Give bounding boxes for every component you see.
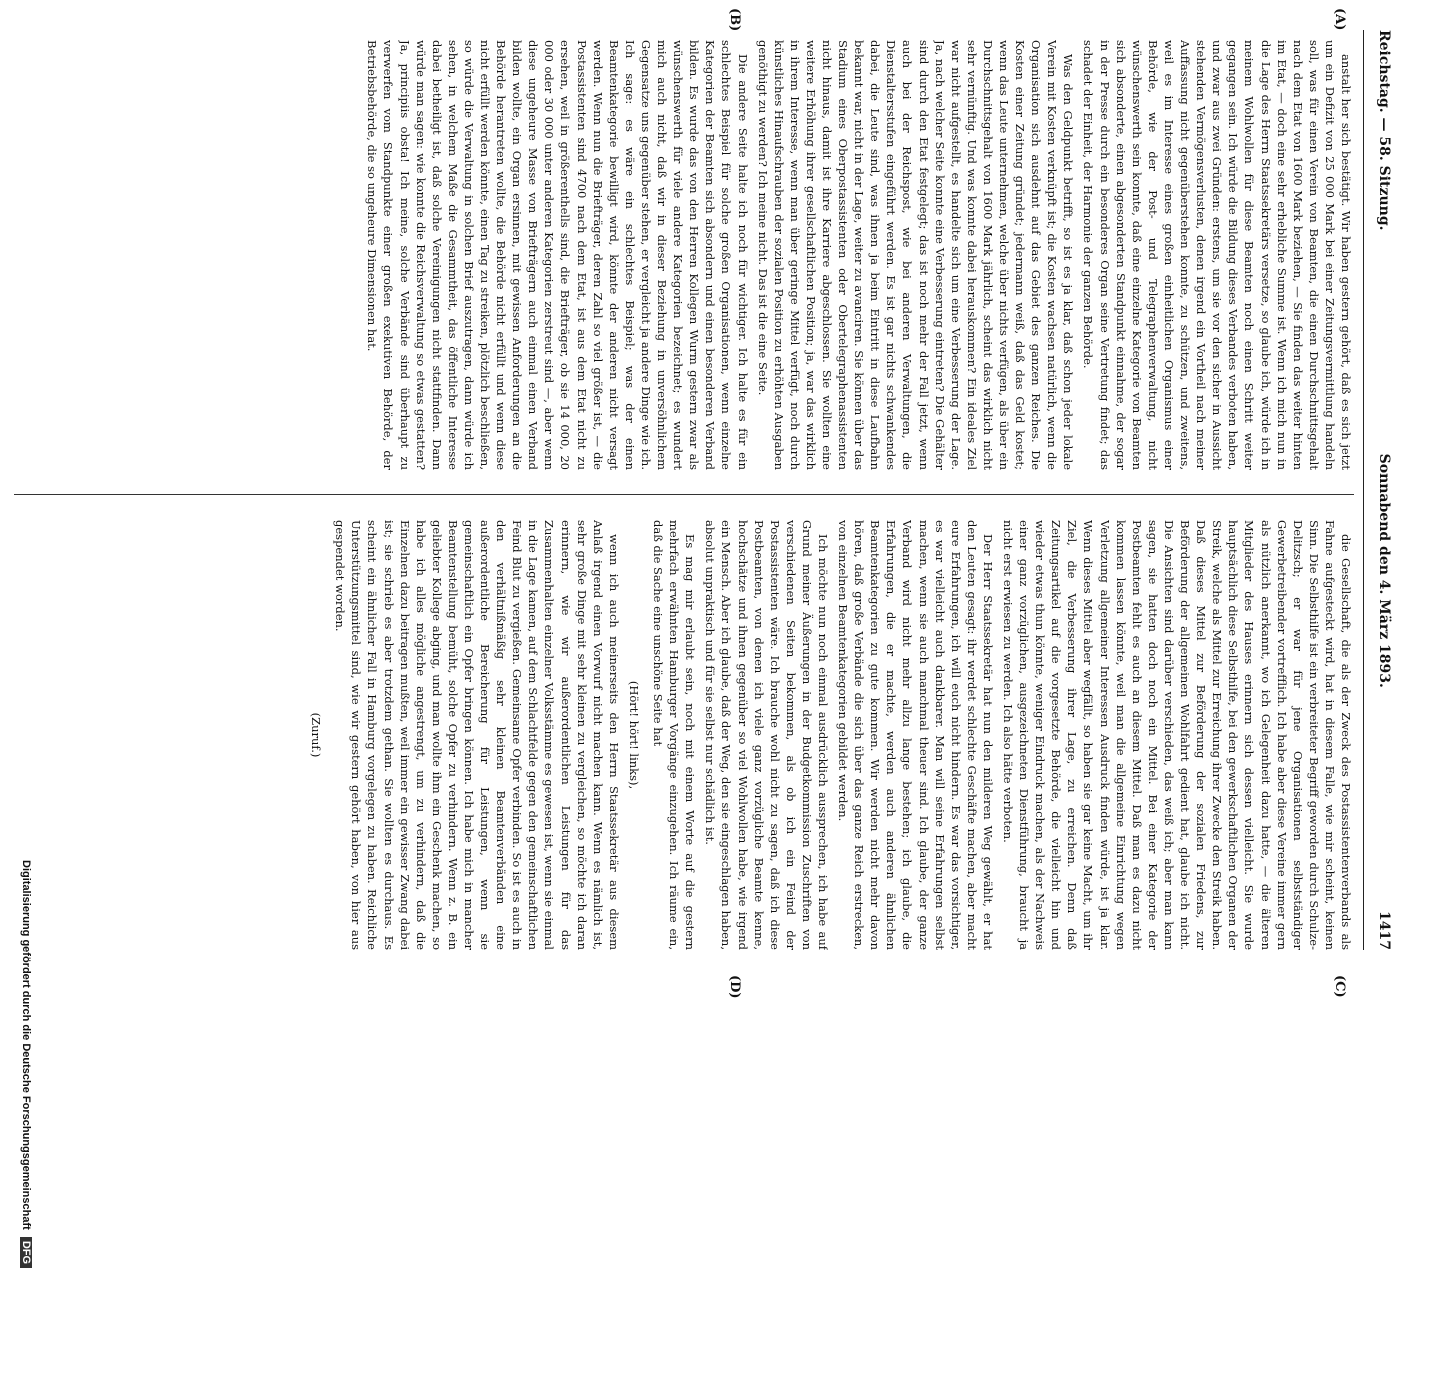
- header-page-number: 1417: [1376, 911, 1392, 950]
- margin-marker-b: (B): [727, 8, 742, 32]
- paragraph: wenn ich auch meinerseits den Herrn Staatssekretär aus diesem Anlaß irgend einen Vorwurf nicht machen kann. Wenn es nämlich ist, sehr große Dinge mit sehr kleinen zu vergleichen, so möchte ich daran erinnern, wie wir außerordentlichen Leistungen für das Zusammenhalten einzelner Volksstämme es gewesen ist, wenn sie einmal in die Lage kamen, auf dem Schlachtfelde gegen den gemeinschaftlichen Feind Blut zu vergießen. Gemeinsame Opfer verbinden. So ist es auch in den verhältnißmäßig sehr kleinen Beamtenverbänden eine außerordentliche Bereicherung für Leistungen, wenn sie gemeinschaftlich ein Opfer bringen können. Ich habe mich in mancher Beamtenstellung bemüht, solche Opfer zu verhindern. Wenn z. B. ein geliebter Kollege abging, und man wollte ihm ein Geschenk machen, so habe ich alles mögliche angestrengt, um zu verhindern, daß die Einzelnen dazu beitragen mußten, weil immer ein gewisser Zwang dabei ist; sie schrieb es aber trotzdem gethan. Sie wollten es durchaus. Es scheint ein ähnlicher Fall in Hamburg vorgelegen zu haben. Reichliche Unterstützungsmittel sind, wie wir gestern gehört haben, von hier aus gespendet worden.: [333, 520, 621, 950]
- paragraph: die Gesellschaft, die als der Zweck des Postassistentenverbands als Fahne aufgesteckt wird, hat in diesem Falle, wie mir scheint, keinen Sinn. Die Selbsthilfe ist ein verbreiteter Begriff geworden durch Schulze-Delitzsch; er war für jene Organisationen selbstständiger Gewerbetreibender vortrefflich. Ich habe aber diese Vereine immer gern als nützlich anerkannt, wo ich Gelegenheit dazu hatte, — die älteren Mitglieder des Hauses erinnern sich dessen vielleicht. Sie wurde hauptsächlich diese Selbsthilfe, bei den gewerkschaftlichen Organen der Streik, welche als Mittel zur Erreichung ihrer Zwecke den Streik haben. Daß dieses Mittel zur Beförderung der sozialen Friedens, zur Beförderung der allgemeinen Wohlfahrt gedient hat, glaube ich nicht. Die Ansichten sind darüber verschieden, das weiß ich; aber man kann sagen, sie hatten doch noch ein Mittel. Bei einer Kategorie der Postbeamten fehlt es auch an diesem Mittel. Daß man es dazu nicht kommen lassen könnte, weil man die allgemeine Einrichtung wegen Verletzung allgemeiner Interessen Ausdruck finden würde, ist ja klar. Wenn dieses Mittel aber wegfällt, so haben sie gar keine Macht, um ihr Ziel, die Verbesserung ihrer Lage, zu erreichen. Denn daß Zeitungsartikel auf die vorgesetzte Behörde, die vielleicht hin und wieder etwas thun könnte, weniger Eindruck machen, als der Nachweis einer ganz vorzüglichen, ausgezeichneten Dienstführung, braucht ja nicht erst erwiesen zu werden. Ich also hätte verboten.: [1001, 520, 1353, 950]
- dfg-logo: DFG: [20, 1237, 32, 1268]
- paragraph: anstalt her sich bestätigt. Wir haben gestern gehört, daß es sich jetzt um ein Defizit von 25 000 Mark bei einer Zeitungsvermittlung handeln soll, was für einen Verein von Beamten, die einen Durchschnittsgehalt nach dem Etat von 1600 Mark beziehen, — Sie finden das weiter hinten im Etat, — doch eine sehr erhebliche Summe ist. Wenn ich mich nun in die Lage des Herrn Staatssekretärs versetze, so glaube ich, würde ich in meinem Wohlwollen für diese Beamten noch einen Schritt weiter gegangen sein. Ich würde die Bildung dieses Verbandes verboten haben, und zwar aus zwei Gründen: erstens, um sie vor den sicher in Aussicht stehenden Vermögensverlusten, denen irgend ein Vortheil nach meiner Auffassung nicht gegenüberstehen konnte, zu schützen, und zweitens, weil es im Interesse eines großen einheitlichen Organismus einer Behörde, wie der Post- und Telegraphenverwaltung, nicht wünschenswerth sein konnte, daß eine einzelne Kategorie von Beamten sich absonderte, einen abgesonderten Standpunkt einnahme, der sogar in der Presse durch ein besonderes Organ seine Vertretung findet; das schadet der Einheit, der Harmonie der ganzen Behörde.: [1081, 40, 1353, 470]
- margin-marker-d: (D): [727, 975, 742, 999]
- margin-marker-a: (A): [1332, 8, 1347, 31]
- margin-marker-c: (C): [1332, 975, 1347, 998]
- header-rule: [1363, 30, 1364, 950]
- digitization-footer: [20, 860, 32, 1400]
- column-divider: [14, 494, 1354, 495]
- paragraph: Es mag mir erlaubt sein, noch mit einem Worte auf die gestern mehrfach erwähnten Hamburger Vorgänge einzugehen. Ich räume ein, daß die Sache eine unschöne Seite hat: [651, 520, 698, 950]
- paragraph: Der Herr Staatssekretär hat nun den milderen Weg gewählt, er hat den Leuten gesagt: ihr werdet schlechte Geschäfte machen, aber macht eure Erfahrungen, ich will euch nicht hindern. Es war das vorsichtiger, es war vielleicht auch dankbarer. Man will seine Erfahrungen selbst machen, wenn sie auch manchmal theuer sind. Ich glaube, der ganze Verband wird nicht mehr allzu lange bestehen; ich glaube, die Erfahrungen, die er machte, werden auch anderen ähnlichen Beamtenkategorien zu gute kommen. Wir werden nicht mehr davon hören, daß große Verbände die sich über das ganze Reich erstrecken, von einzelnen Beamtenkategorien gebildet werden.: [836, 520, 995, 950]
- interjection: (Zuruf.): [309, 712, 324, 758]
- interjection: (Hört! hört! links),: [626, 680, 641, 790]
- paragraph: Was den Geldpunkt betrifft, so ist es ja klar, daß schon jeder lokale Verein mit Kosten verknüpft ist; die Kosten wachsen natürlich, wenn die Organisation sich ausdehnt auf das Gebiet des ganzen Reiches. Die Kosten einer Zeitung gründet; jedermann weiß, daß das Geld kostet; wenn das Leute unternehmen, welche über nichts verfügen, als über ein Durchschnittsgehalt von 1600 Mark jährlich, scheint das wirklich nicht sehr vernünftig. Und was konnte dabei herauskommen? Ein ideales Ziel war nicht aufgestellt, es handelte sich um eine Verbesserung der Lage. Ja, nach welcher Seite konnte eine Verbesserung eintreten? Die Gehälter sind durch den Etat festgelegt; das ist noch mehr der Fall jetzt, wenn auch bei der Reichspost, wie bei anderen Verwaltungen, die Dienstaltersstufen eingeführt werden. Es ist gar nichts schwankendes dabei, die Leute sind, was ihnen ja beim Eintritt in diese Laufbahn bekannt war, nicht in der Lage, weiter zu avanciren. Sie können über das Stadium eines Oberpostassistenten oder Obertelegraphenassistenten nicht hinaus, damit ist ihre Karriere abgeschlossen. Sie wollten eine weitere Erhöhung ihrer gesellschaftlichen Position; ja, war das wirklich in ihrem Interesse, wenn man über geringe Mittel verfügt, noch durch künstliches Hinaufschrauben der sozialen Position zu erhöhten Ausgaben genöthigt zu werden? Ich meine nicht. Das ist die eine Seite.: [755, 40, 1076, 470]
- footer-text: Digitalisierung gefördert durch die Deutsche Forschungsgemeinschaft: [20, 860, 32, 1230]
- paragraph: Ich möchte nun noch einmal ausdrücklich aussprechen, ich habe auf Grund meiner Äußerungen in der Budgetkommission Zuschriften von verschiedenen Seiten bekommen, als ob ich ein Feind der Postassistenten wäre. Ich brauche wohl nicht zu sagen, daß ich diese Postbeamten, von denen ich viele ganz vorzügliche Beamte kenne, hochschätze und ihnen gegenüber so viel Wohlwollen habe, wie irgend ein Mensch. Aber ich glaube, daß der Weg, den sie eingeschlagen haben, absolut unpraktisch und für sie selbst nur schädlich ist.: [703, 520, 830, 950]
- header-date: Sonnabend den 4. März 1893.: [1376, 453, 1392, 688]
- left-column: [14, 40, 1354, 470]
- page-header: [1366, 30, 1392, 950]
- header-session: Reichstag. — 58. Sitzung.: [1376, 30, 1392, 231]
- right-column: [14, 520, 1354, 950]
- paragraph: Die andere Seite halte ich noch für wichtiger. Ich halte es für ein schlechtes Beispiel für solche großen Organisationen, wenn einzelne Kategorien der Beamten sich absondern und einen besonderen Verband bilden. Es wurde das von den Herren Kollegen Wurm gestern zwar als wünschenswerth für viele andere Kategorien bezeichnet; es wundert mich auch nicht, daß wir in dieser Beziehung in unversöhnlichem Gegensatze uns gegenüber stehen, er vergleicht ja andere Dinge wie ich. Ich sage: es wäre ein schlechtes Beispiel; was der einen Beamtenkategorie bewilligt wird, könnte der anderen nicht versagt werden. Wenn nun die Briefträger, deren Zahl so viel größer ist, — die Postassistenten sind 4700 nach dem Etat, ist aus dem Etat nicht zu ersehen, weil in größerenthells sind, die Briefträger, ob sie 14 000, 20 000 oder 30 000 unter anderen Kategorien zerstreut sind —, aber wenn diese ungeheure Masse von Briefträgern auch einmal einen Verband bilden wollte, ein Organ ersinnen, mit gewissen Anforderungen an die Behörde herantreten wollte, die Behörde nicht erfüllt und wenn diese nicht erfüllt werden könnte, einen Tag zu streiken, plötzlich beschließen, so würde die Verwaltung in solchen Brief auszutragen, dann würde ich sehen, in welchem Maße die Gesammtheit, das öffentliche Interesse dabei betheiligt ist, daß solche Vereinigungen nicht stattfinden. Dann würde man sagen: wie konnte die Reichsverwaltung so etwas gestatten? Ja, principiis obsta! Ich meine, solche Verbände sind überhaupt zu verwerfen vom Standpunkte einer großen exekutiven Behörde, der Betriebsbehörde, die so ungeheure Dimensionen hat.: [365, 40, 750, 470]
